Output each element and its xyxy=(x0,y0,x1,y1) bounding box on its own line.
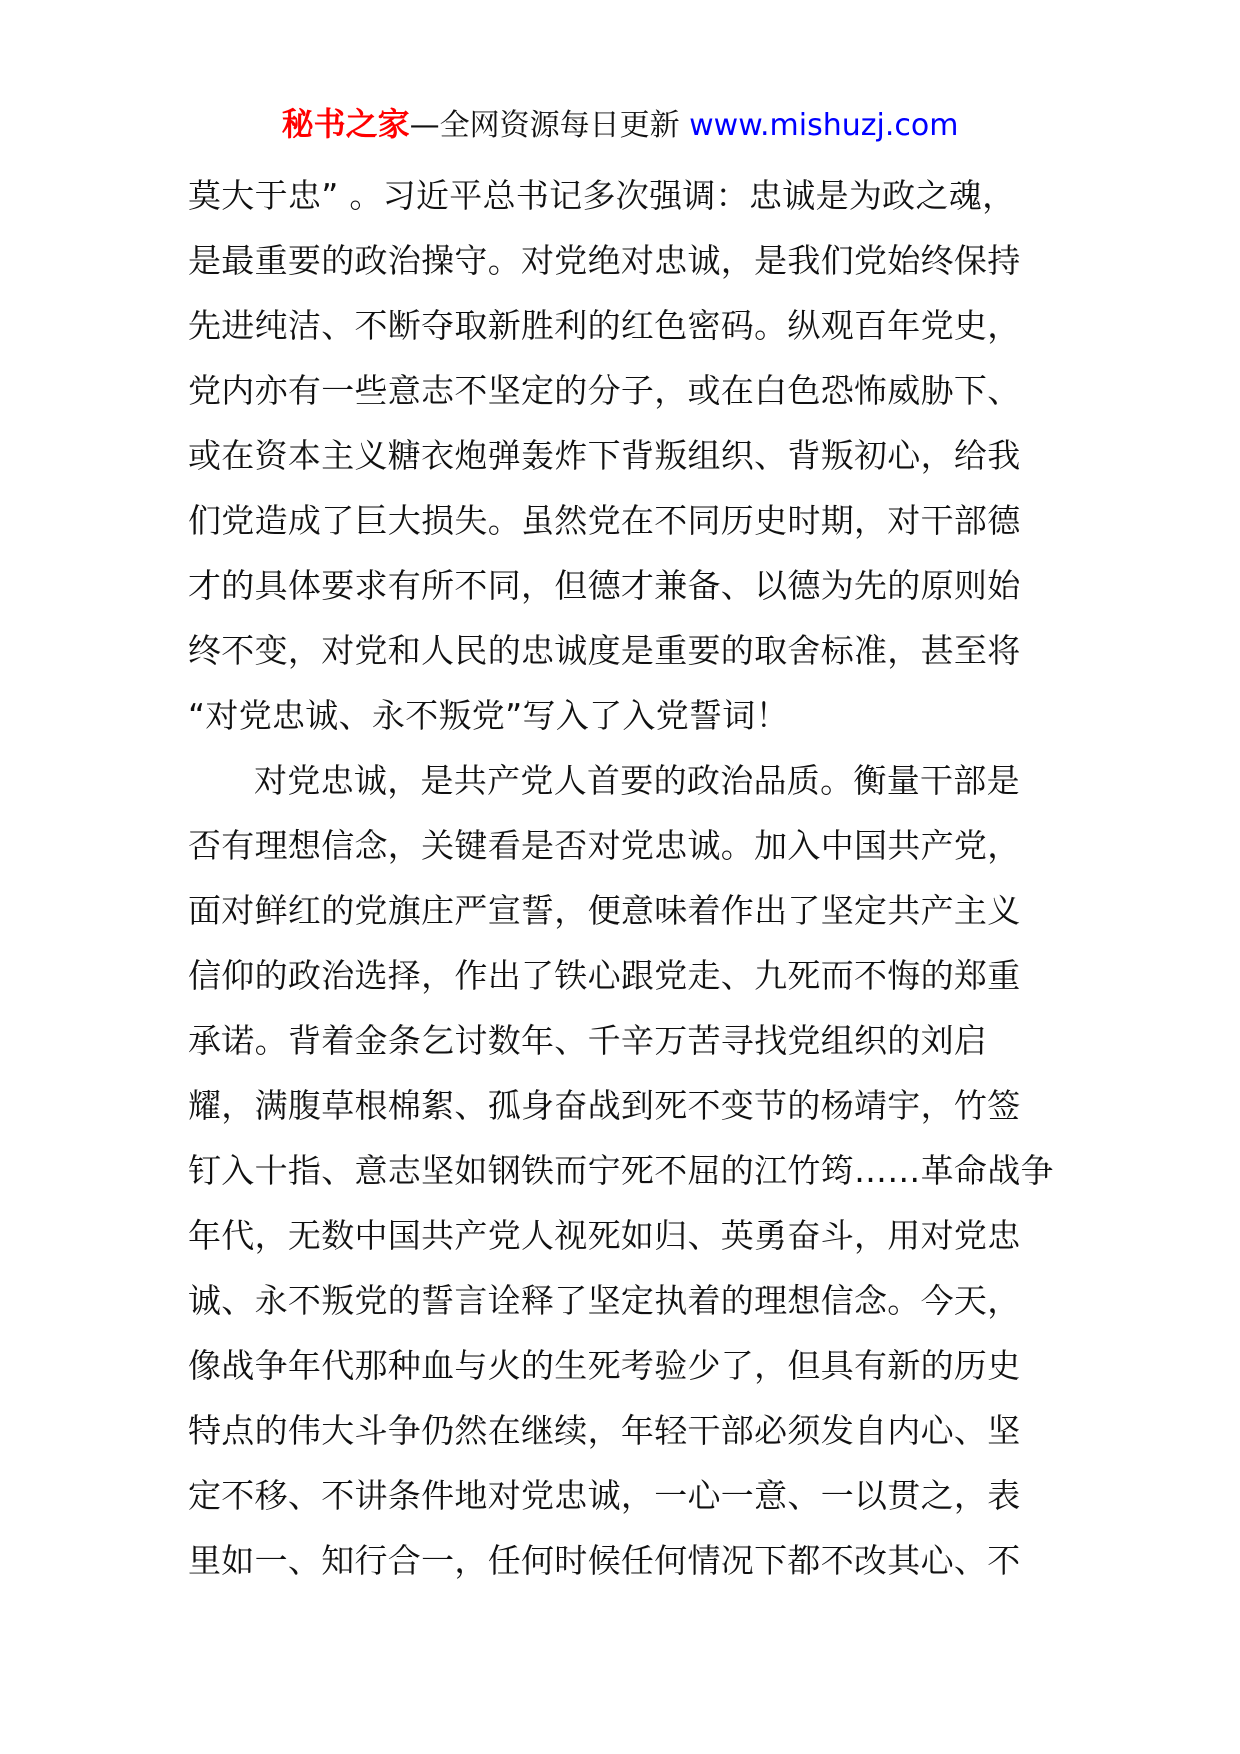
text-line: 否有理想信念，关键看是否对党忠诚。加入中国共产党， xyxy=(188,826,1021,865)
text-line: 莫大于忠” 。习近平总书记多次强调：忠诚是为政之魂， xyxy=(188,176,1016,215)
text-line: 诚、永不叛党的誓言诠释了坚定执着的理想信念。今天， xyxy=(188,1281,1021,1320)
site-url-link[interactable]: www.mishuzj.com xyxy=(689,108,959,143)
text-line: 年代，无数中国共产党人视死如归、英勇奋斗，用对党忠 xyxy=(188,1216,1021,1255)
text-line: 们党造成了巨大损失。虽然党在不同历史时期，对干部德 xyxy=(188,501,1021,540)
text-line: 信仰的政治选择，作出了铁心跟党走、九死而不悔的郑重 xyxy=(188,956,1021,995)
text-line: “对党忠诚、永不叛党”写入了入党誓词！ xyxy=(188,696,789,735)
text-line: 里如一、知行合一，任何时候任何情况下都不改其心、不 xyxy=(188,1541,1021,1580)
paragraph-start-line: 对党忠诚，是共产党人首要的政治品质。衡量干部是 xyxy=(254,761,1020,800)
text-line: 才的具体要求有所不同，但德才兼备、以德为先的原则始 xyxy=(188,566,1021,605)
text-line: 耀，满腹草根棉絮、孤身奋战到死不变节的杨靖宇，竹签 xyxy=(188,1086,1021,1125)
text-line: 终不变，对党和人民的忠诚度是重要的取舍标准，甚至将 xyxy=(188,631,1021,670)
text-line: 面对鲜红的党旗庄严宣誓，便意味着作出了坚定共产主义 xyxy=(188,891,1021,930)
text-line: 或在资本主义糖衣炮弹轰炸下背叛组织、背叛初心，给我 xyxy=(188,436,1021,475)
page-header xyxy=(0,100,1240,150)
text-line: 特点的伟大斗争仍然在继续，年轻干部必须发自内心、坚 xyxy=(188,1411,1021,1450)
text-line: 是最重要的政治操守。对党绝对忠诚，是我们党始终保持 xyxy=(188,241,1021,280)
text-line: 承诺。背着金条乞讨数年、千辛万苦寻找党组织的刘启 xyxy=(188,1021,988,1060)
text-line: 党内亦有一些意志不坚定的分子，或在白色恐怖威胁下、 xyxy=(188,371,1021,410)
brand-name: 秘书之家 xyxy=(281,105,410,143)
header-tagline: —全网资源每日更新 xyxy=(409,108,680,143)
text-line: 钉入十指、意志坚如钢铁而宁死不屈的江竹筠……革命战争 xyxy=(188,1151,1054,1190)
text-line: 像战争年代那种血与火的生死考验少了，但具有新的历史 xyxy=(188,1346,1021,1385)
body-text xyxy=(188,163,1058,1593)
text-line: 定不移、不讲条件地对党忠诚，一心一意、一以贯之，表 xyxy=(188,1476,1021,1515)
text-line: 先进纯洁、不断夺取新胜利的红色密码。纵观百年党史， xyxy=(188,306,1021,345)
